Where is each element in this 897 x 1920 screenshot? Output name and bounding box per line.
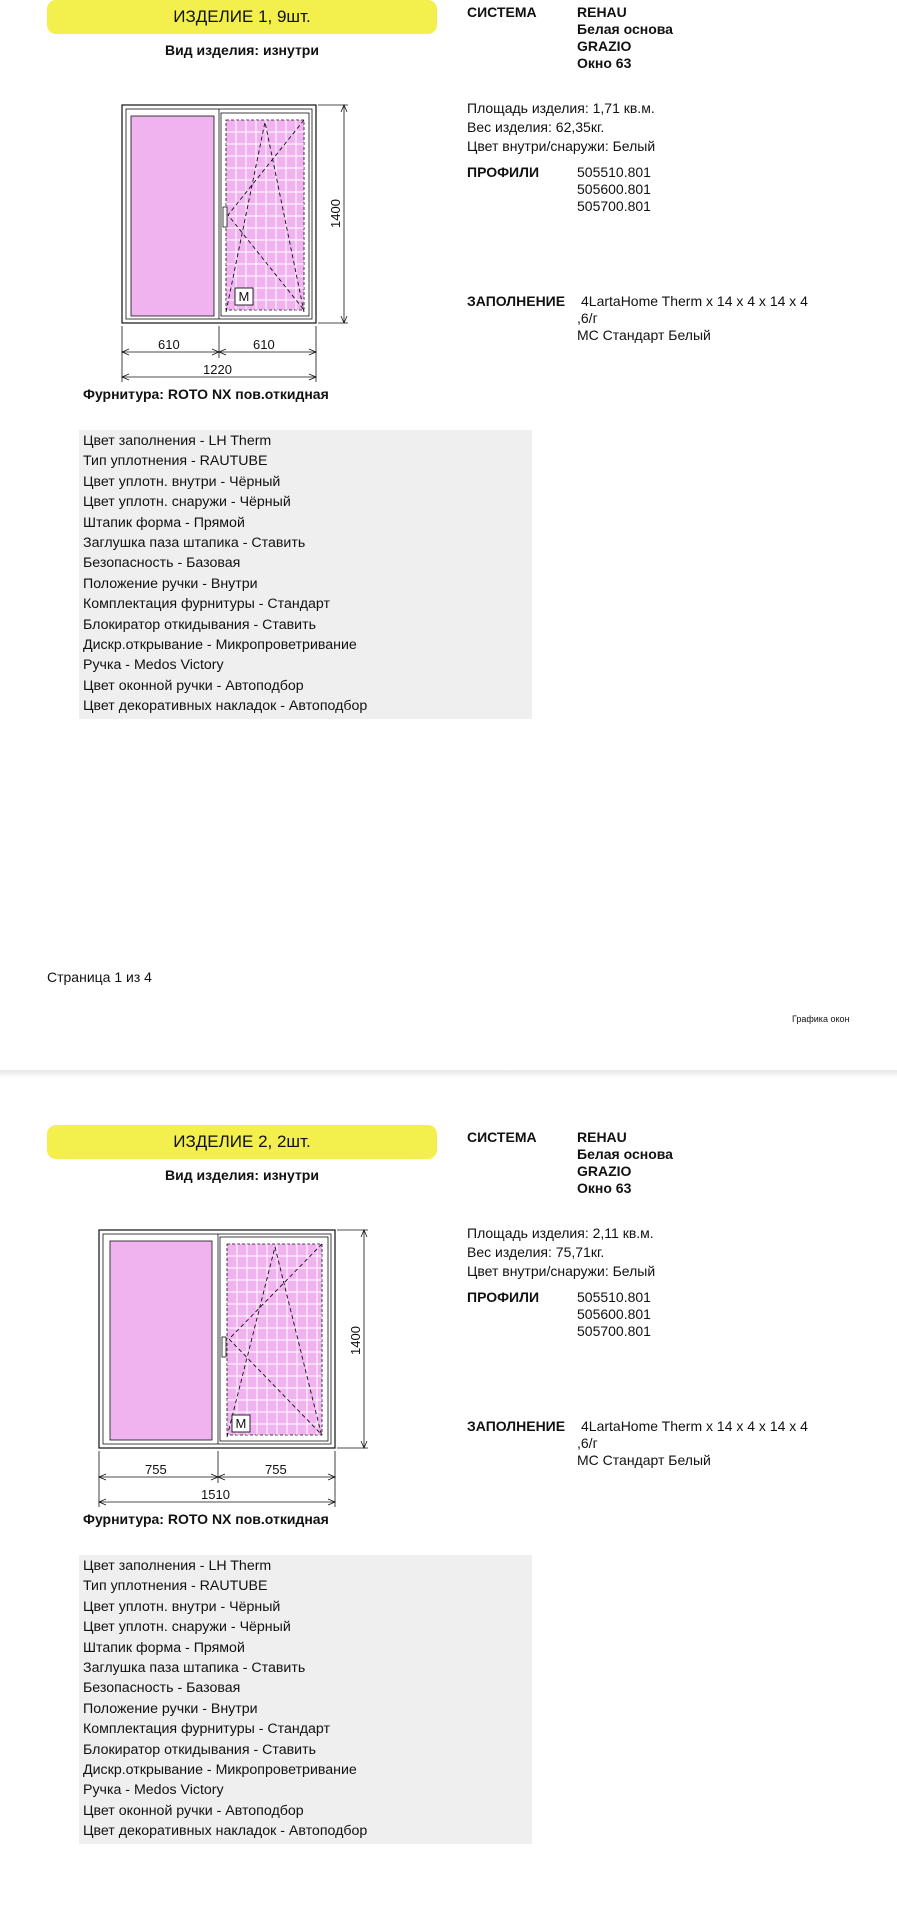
system-value: REHAU (577, 4, 627, 20)
system-value: GRAZIO (577, 38, 632, 54)
param-row: Цвет заполнения - LH Therm (83, 1558, 272, 1574)
profiles-label: ПРОФИЛИ (467, 1289, 540, 1305)
param-row: Цвет уплотн. снаружи - Чёрный (83, 494, 291, 511)
view-label: Вид изделия: изнутри (165, 1167, 319, 1183)
fill-label: ЗАПОЛНЕНИЕ (467, 1418, 566, 1434)
param-row: Штапик форма - Прямой (83, 514, 245, 531)
param-row: Блокиратор откидывания - Ставить (83, 1741, 316, 1758)
param-row: Заглушка паза штапика - Ставить (83, 1660, 306, 1677)
height-label: 1400 (328, 199, 343, 228)
fill-label: ЗАПОЛНЕНИЕ (467, 293, 566, 309)
params-list (79, 1555, 532, 1844)
fill-value: 4LartaHome Therm x 14 x 4 x 14 x 4 (581, 1418, 808, 1434)
profile-code: 505700.801 (577, 1323, 651, 1339)
system-value: Белая основа (577, 21, 673, 37)
param-row: Дискр.открывание - Микропроветривание (83, 1762, 357, 1779)
handle-icon (222, 1337, 226, 1357)
param-row: Комплектация фурнитуры - Стандарт (83, 596, 330, 613)
color-text: Цвет внутри/снаружи: Белый (467, 1263, 656, 1279)
weight-text: Вес изделия: 75,71кг. (467, 1244, 605, 1260)
param-row: Ручка - Medos Victory (83, 657, 224, 674)
system-value: Белая основа (577, 1146, 673, 1162)
product-title: ИЗДЕЛИЕ 1, 9шт. (173, 7, 311, 26)
right-width-label: 755 (265, 1462, 287, 1477)
window-drawing (0, 0, 440, 377)
system-value: Окно 63 (577, 1180, 632, 1196)
param-row: Цвет декоративных накладок - Автоподбор (83, 1823, 368, 1840)
fill-value: ,6/г (577, 310, 598, 326)
system-value: REHAU (577, 1129, 627, 1145)
fill-value: 4LartaHome Therm x 14 x 4 x 14 x 4 (581, 293, 808, 309)
product-info (467, 4, 887, 344)
window-drawing (0, 1125, 440, 1502)
sash-glass (226, 120, 304, 310)
profile-code: 505510.801 (577, 1289, 651, 1305)
total-width-label: 1510 (201, 1487, 230, 1502)
system-label: СИСТЕМА (467, 4, 537, 20)
profiles-label: ПРОФИЛИ (467, 164, 540, 180)
param-row: Штапик форма - Прямой (83, 1639, 245, 1656)
params-list (79, 430, 532, 719)
param-row: Цвет уплотн. снаружи - Чёрный (83, 1619, 291, 1636)
param-row: Тип уплотнения - RAUTUBE (83, 453, 268, 470)
param-row: Ручка - Medos Victory (83, 1782, 224, 1799)
profile-code: 505600.801 (577, 181, 651, 197)
handle-icon (223, 207, 227, 227)
product-title: ИЗДЕЛИЕ 2, 2шт. (173, 1132, 311, 1151)
profile-code: 505600.801 (577, 1306, 651, 1322)
param-row: Цвет декоративных накладок - Автоподбор (83, 698, 368, 715)
param-row: Дискр.открывание - Микропроветривание (83, 637, 357, 654)
profile-code: 505510.801 (577, 164, 651, 180)
param-row: Положение ручки - Внутри (83, 575, 258, 592)
param-row: Комплектация фурнитуры - Стандарт (83, 1721, 330, 1738)
fill-value: МС Стандарт Белый (577, 327, 711, 343)
left-width-label: 610 (158, 337, 180, 352)
fixed-pane-glass (110, 1241, 212, 1440)
view-label: Вид изделия: изнутри (165, 42, 319, 58)
param-row: Блокиратор откидывания - Ставить (83, 616, 316, 633)
handle-type-label: M (238, 289, 250, 304)
fixed-pane-glass (131, 116, 214, 316)
param-row: Безопасность - Базовая (83, 555, 241, 572)
color-text: Цвет внутри/снаружи: Белый (467, 138, 656, 154)
system-value: GRAZIO (577, 1163, 632, 1179)
fill-value: МС Стандарт Белый (577, 1452, 711, 1468)
param-row: Цвет оконной ручки - Автоподбор (83, 1802, 304, 1819)
param-row: Цвет оконной ручки - Автоподбор (83, 677, 304, 694)
height-label: 1400 (348, 1326, 363, 1355)
area-text: Площадь изделия: 1,71 кв.м. (467, 100, 655, 116)
right-width-label: 610 (253, 337, 275, 352)
system-label: СИСТЕМА (467, 1129, 537, 1145)
page-number: Страница 1 из 4 (47, 969, 152, 985)
fill-value: ,6/г (577, 1435, 598, 1451)
param-row: Тип уплотнения - RAUTUBE (83, 1578, 268, 1595)
hardware-label: Фурнитура: ROTO NX пов.откидная (83, 386, 329, 402)
weight-text: Вес изделия: 62,35кг. (467, 119, 605, 135)
param-row: Положение ручки - Внутри (83, 1700, 258, 1717)
page-divider (0, 1070, 897, 1078)
left-width-label: 755 (145, 1462, 167, 1477)
param-row: Заглушка паза штапика - Ставить (83, 535, 306, 552)
param-row: Цвет уплотн. внутри - Чёрный (83, 473, 281, 490)
footer-note: Графика окон (792, 1014, 850, 1024)
hardware-label: Фурнитура: ROTO NX пов.откидная (83, 1511, 329, 1527)
param-row: Цвет заполнения - LH Therm (83, 433, 272, 449)
param-row: Цвет уплотн. внутри - Чёрный (83, 1598, 281, 1615)
product-info (467, 1129, 887, 1469)
total-width-label: 1220 (203, 362, 232, 377)
area-text: Площадь изделия: 2,11 кв.м. (467, 1225, 654, 1241)
profile-code: 505700.801 (577, 198, 651, 214)
document-page-2 (0, 1125, 897, 1920)
system-value: Окно 63 (577, 55, 632, 71)
param-row: Безопасность - Базовая (83, 1680, 241, 1697)
handle-type-label: M (235, 1416, 247, 1431)
